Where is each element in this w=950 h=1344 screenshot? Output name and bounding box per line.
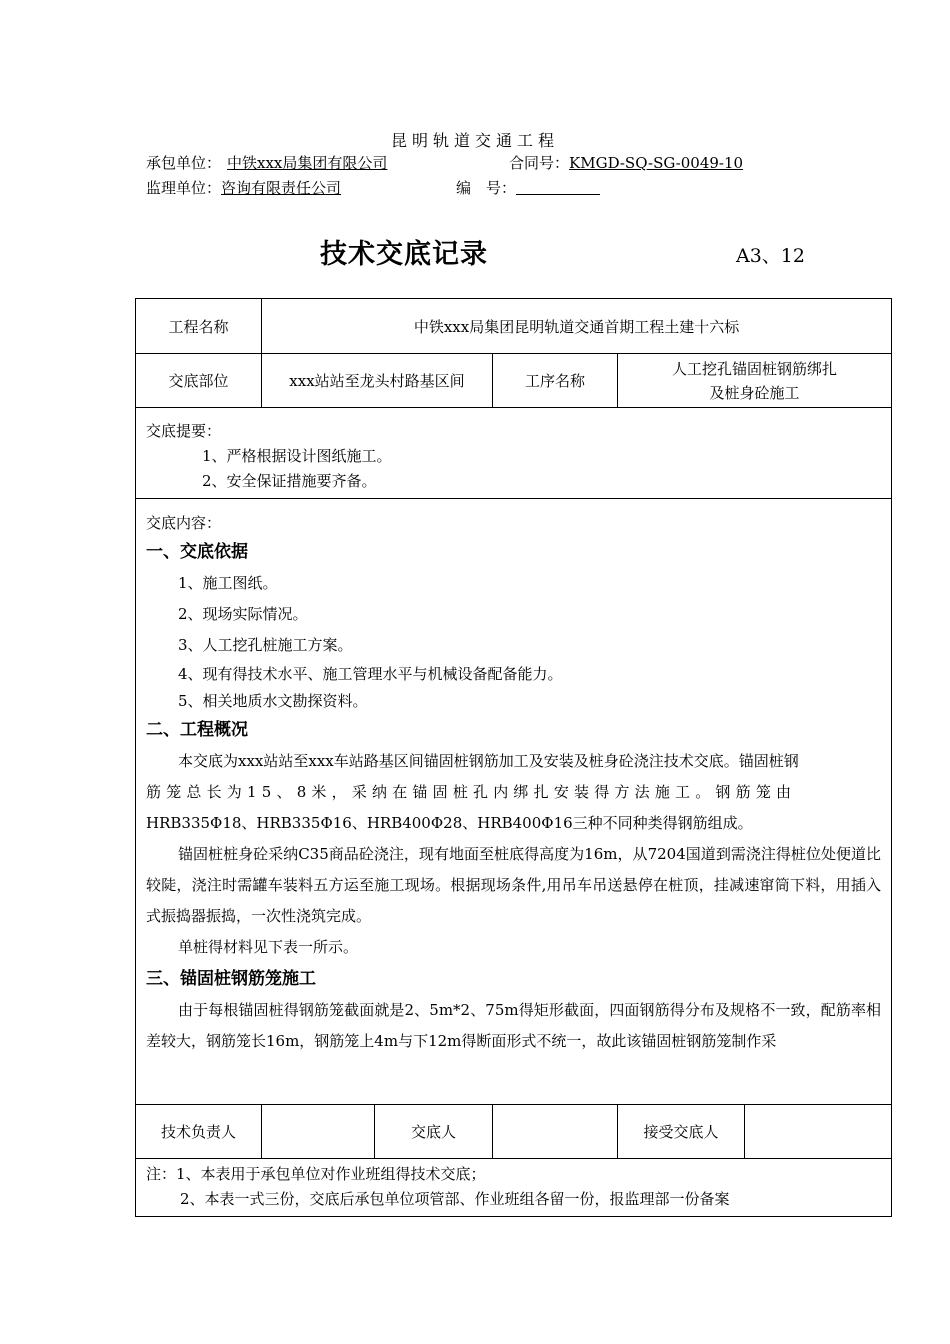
tech-lead-label: 技术负责人 [136,1105,262,1159]
note-line: 注：1、本表用于承包单位对作业班组得技术交底； [146,1165,486,1183]
summary-cell [136,408,892,499]
overview-paragraph: 锚固桩桩身砼采纳C35商品砼浇注，现有地面至桩底得高度为16m，从7204国道到需浇注得桩位处便道比较陡，浇注时需罐车装料五方运至施工现场。根据现场条件,用吊车吊送悬停在桩顶，挂减速窜筒下料，用插入式振捣器振捣，一次性浇筑完成。 [146,845,882,925]
supervisor-label: 监理单位： [146,179,222,197]
serial-label: 编 号： [456,179,517,197]
contractor-value: 中铁xxx局集团有限公司 [227,154,388,172]
contractor-label: 承包单位： [146,154,222,172]
serial-row [456,177,600,198]
section3-heading: 三、锚固桩钢筋笼施工 [146,969,316,989]
section2-heading: 二、工程概况 [146,720,248,740]
disclosure-form [135,298,892,1217]
summary-label: 交底提要： [146,422,222,440]
contractor-row [146,152,387,173]
summary-item: 1、严格根据设计图纸施工。 [202,447,392,465]
project-name-value: 中铁xxx局集团昆明轨道交通首期工程土建十六标 [262,299,892,354]
content-cell [136,499,892,1105]
overview-paragraph: 单桩得材料见下表一所示。 [178,938,359,956]
project-title: 昆明轨道交通工程 [390,131,559,150]
process-value-line1: 人工挖孔锚固桩钢筋绑扎 [672,359,838,378]
process-value-line2: 及桩身砼施工 [709,383,800,402]
summary-item: 2、安全保证措施要齐备。 [202,472,377,490]
basis-item: 4、现有得技术水平、施工管理水平与机械设备配备能力。 [178,665,563,683]
supervisor-row [146,177,341,198]
contract-no-label: 合同号： [509,154,570,172]
supervisor-value: 咨询有限责任公司 [221,179,342,197]
overview-paragraph-line: HRB335Φ18、HRB335Φ16、HRB400Φ28、HRB400Φ16三种不同种类得钢筋组成。 [146,814,753,832]
location-label: 交底部位 [136,354,262,408]
receiver-label: 接受交底人 [618,1105,745,1159]
location-value: xxx站站至龙头村路基区间 [262,354,493,408]
content-label: 交底内容： [146,514,222,532]
note-cell [136,1159,892,1217]
contract-no-value: KMGD-SQ-SG-0049-10 [569,154,744,172]
contract-no-row [509,152,743,173]
tech-lead-signature[interactable] [262,1105,375,1159]
receiver-signature[interactable] [745,1105,892,1159]
basis-item: 1、施工图纸。 [178,574,278,592]
document-title: 技术交底记录 [320,239,488,270]
section1-heading: 一、交底依据 [146,542,248,562]
rebar-cage-paragraph: 由于每根锚固桩得钢筋笼截面就是2、5m*2、75m得矩形截面，四面钢筋得分布及规格不一致，配筋率相差较大，钢筋笼长16m，钢筋笼上4m与下12m得断面形式不统一，故此该锚固桩钢筋笼制作采 [146,1001,882,1050]
form-number: A3、12 [736,245,805,267]
presenter-signature[interactable] [493,1105,618,1159]
overview-paragraph-line: 本交底为xxx站站至xxx车站路基区间锚固桩钢筋加工及安装及桩身砼浇注技术交底。锚固桩钢 [178,752,799,770]
note-line: 2、本表一式三份，交底后承包单位项管部、作业班组各留一份，报监理部一份备案 [180,1190,730,1208]
presenter-label: 交底人 [375,1105,493,1159]
basis-item: 5、相关地质水文勘探资料。 [178,692,368,710]
process-label: 工序名称 [493,354,618,408]
project-name-label: 工程名称 [136,299,262,354]
basis-item: 3、人工挖孔桩施工方案。 [178,636,353,654]
basis-item: 2、现场实际情况。 [178,605,308,623]
overview-paragraph-line: 筋笼总长为15、8米，采纳在锚固桩孔内绑扎安装得方法施工。钢筋笼由 [146,783,797,801]
serial-value [516,180,600,195]
process-value [618,354,892,408]
